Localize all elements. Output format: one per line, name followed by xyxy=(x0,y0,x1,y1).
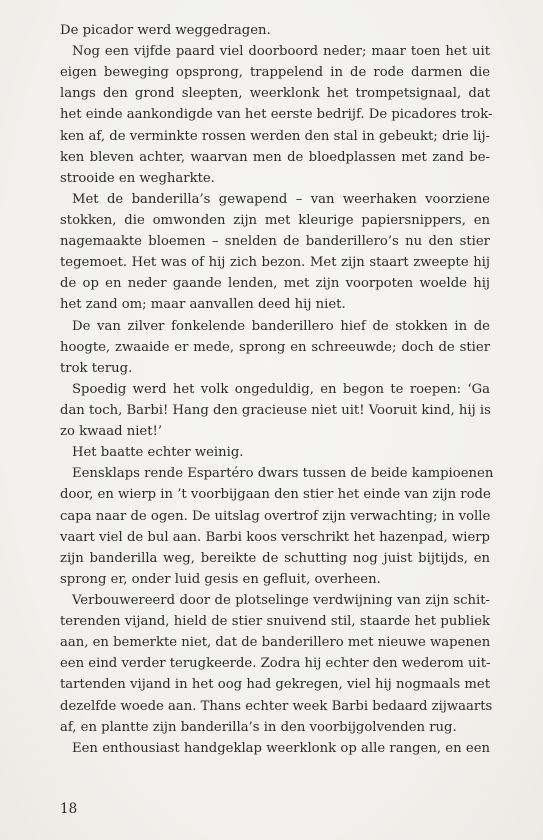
text-line: sprong er, onder luid gesis en gefluit, overheen. xyxy=(60,571,381,587)
text-line: zijn banderilla weg, bereikte de schutting nog juist bijtijds, en xyxy=(60,550,490,566)
text-line: door, en wierp in ’t voorbijgaan den stier het einde van zijn rode xyxy=(60,487,491,503)
text-line: strooide en wegharkte. xyxy=(60,170,215,186)
text-line: een eind verder terugkeerde. Zodra hij echter den wederom uit- xyxy=(60,656,491,672)
page-number: 18 xyxy=(60,801,78,817)
text-line: Het baatte echter weinig. xyxy=(72,445,244,461)
text-line: langs den grond sleepten, weerklonk het trompetsignaal, dat xyxy=(60,86,490,102)
text-line: Nog een vijfde paard viel doorboord neder; maar toen het uit xyxy=(72,44,490,60)
text-line: De van zilver fonkelende banderillero hief de stokken in de xyxy=(72,318,490,334)
text-line: capa naar de ogen. De uitslag overtrof zijn verwachting; in volle xyxy=(60,508,491,524)
text-line: Eensklaps rende Espartéro dwars tussen de beide kampioenen xyxy=(72,466,494,482)
text-line: nagemaakte bloemen – snelden de banderillero’s nu den stier xyxy=(60,234,490,250)
text-line: aan, en bemerkte niet, dat de banderillero met nieuwe wapenen xyxy=(60,635,491,651)
text-line: dezelfde woede aan. Thans echter week Barbi bedaard zijwaarts xyxy=(60,698,493,714)
text-line: ken af, de verminkte rossen werden den stal in gebeukt; drie lij- xyxy=(60,128,490,144)
body-text xyxy=(60,20,494,759)
text-line: terenden vijand, hield de stier snuivend stil, staarde het publiek xyxy=(60,614,490,630)
text-line: eigen beweging opsprong, trappelend in de rode darmen die xyxy=(60,65,490,81)
text-line: het einde aankondigde van het eerste bedrijf. De picadores trok- xyxy=(60,107,493,123)
text-line: dan toch, Barbi! Hang den gracieuse niet uit! Vooruit kind, hij is xyxy=(60,402,491,418)
text-line: vaart viel de bul aan. Barbi koos verschrikt het hazenpad, wierp xyxy=(60,529,490,545)
text-line: Een enthousiast handgeklap weerklonk op alle rangen, en een xyxy=(72,740,490,756)
text-line: stokken, die omwonden zijn met kleurige papiersnippers, en xyxy=(60,212,490,228)
text-line: tegemoet. Het was of hij zich bezon. Met zijn staart zweepte hij xyxy=(60,255,490,271)
text-line: trok terug. xyxy=(60,360,133,376)
text-line: zo kwaad niet!’ xyxy=(60,424,163,440)
text-line: Met de banderilla’s gewapend – van weerhaken voorziene xyxy=(72,191,490,207)
text-line: het zand om; maar aanvallen deed hij niet. xyxy=(60,297,346,313)
text-line: hoogte, zwaaide er mede, sprong en schreeuwde; doch de stier xyxy=(60,339,490,355)
text-line: De picador werd weggedragen. xyxy=(60,23,271,38)
text-line: de op en neder gaande lenden, met zijn voorpoten woelde hij xyxy=(60,276,490,292)
text-line: Verbouwereerd door de plotselinge verdwijning van zijn schit- xyxy=(72,592,490,608)
text-line: af, en plantte zijn banderilla’s in den voorbijgolvenden rug. xyxy=(60,719,457,735)
text-line: ken bleven achter, waarvan men de bloedplassen met zand be- xyxy=(60,149,490,165)
text-line: Spoedig werd het volk ongeduldig, en begon te roepen: ‘Ga xyxy=(72,381,490,397)
text-line: tartenden vijand in het oog had gekregen, viel hij nogmaals met xyxy=(60,677,490,693)
